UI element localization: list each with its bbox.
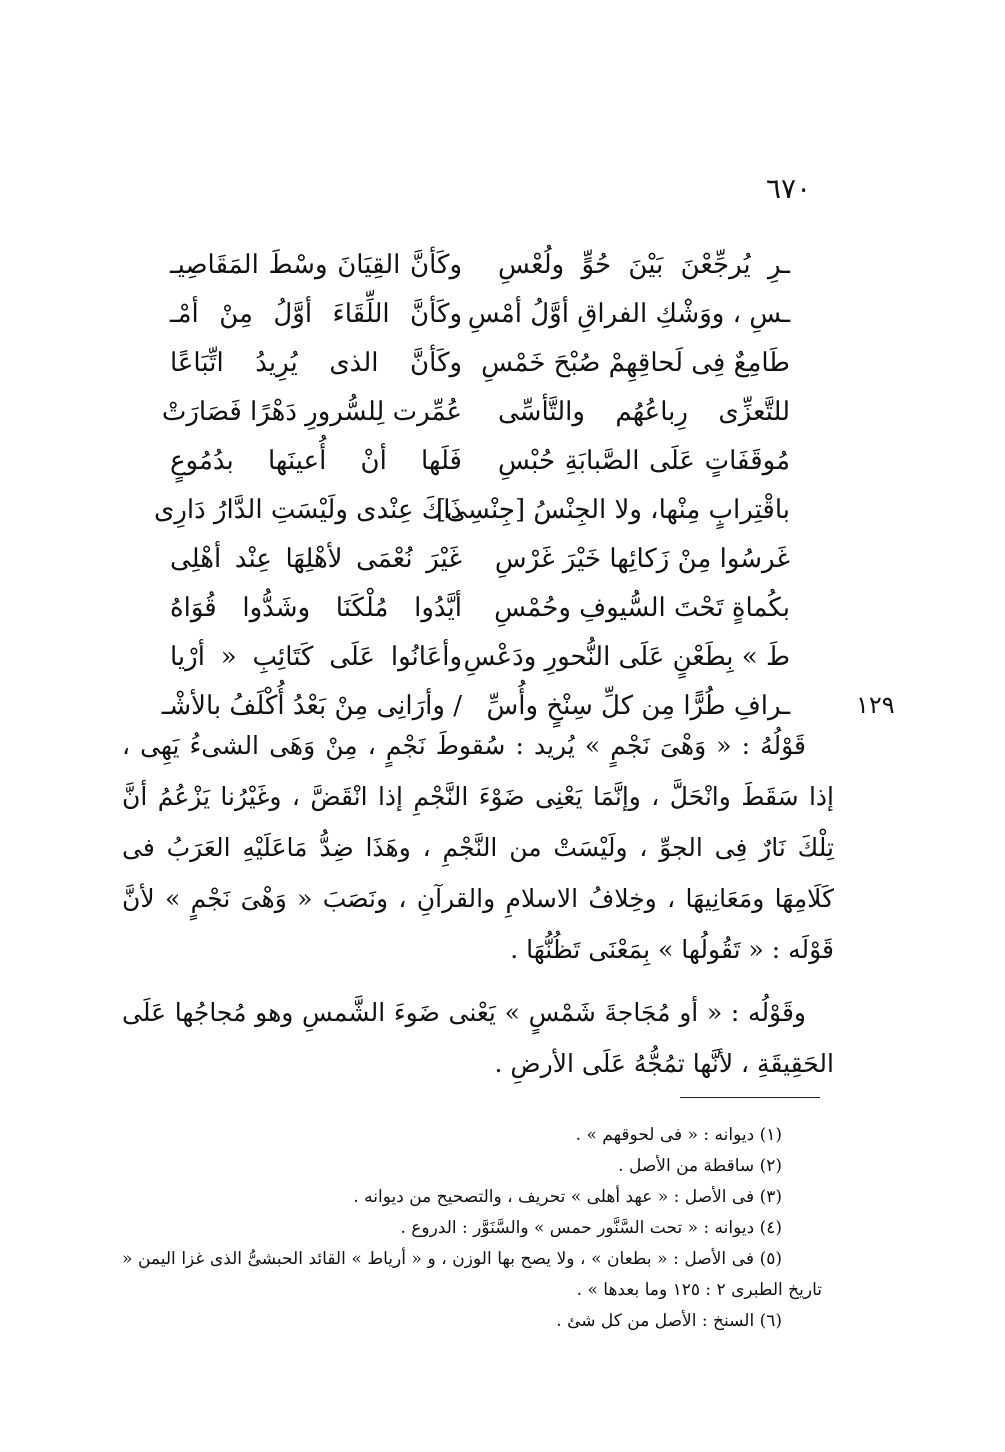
footnote-divider: [680, 1097, 820, 1098]
verse-second-hemistich: غَرسُوا مِنْ زَكائِها خَيْرَ غَرْسِ: [494, 543, 790, 574]
verse-first-hemistich: ذَاكَ عِنْدى ولَيْسَتِ الدَّارُ دَارِى: [154, 494, 462, 525]
verse-second-hemistich: مُوقَفَاتٍ عَلَى الصَّبابَةِ حُبْسِ: [498, 445, 790, 476]
verse-line: [170, 289, 790, 338]
footnote: (٢) ساقطة من الأصل .: [618, 1156, 782, 1176]
verse-line: [170, 632, 790, 681]
footnote: (٥) فى الأصل : « بطعان » ، ولا يصح بها الوزن ، و « أرياط » القائد الحبشىُّ الذى غزا اليمن « تاريخ الطبرى ٢ : ١٢٥ وما بعدها » .: [122, 1249, 822, 1300]
verse-line: [170, 583, 790, 632]
margin-page-reference: ١٢٩: [856, 691, 895, 719]
page-number: ٦٧٠: [766, 172, 812, 205]
verse-second-hemistich: ـسِ ، ووَشْكِ الفراقِ أوَّلُ أمْسِ: [467, 298, 790, 329]
verse-first-hemistich: وكَأنَّ الذى يُرِيدُ اتِّبَاعًا: [170, 347, 462, 378]
footnote: (١) ديوانه : « فى لحوقهم » .: [575, 1125, 782, 1145]
verse-first-hemistich: غَيْرَ نُعْمَى لأهْلِهَا عِنْد أهْلِى: [170, 543, 462, 574]
poem: [154, 240, 790, 730]
verse-second-hemistich: ـرافِ طُرًّا مِن كلِّ سِنْخٍ وأُسِّ: [486, 690, 790, 721]
footnotes: [122, 1120, 822, 1337]
verse-second-hemistich: للتَّعزِّى رِباعُهُم والتَّأسِّى: [498, 396, 790, 427]
verse-first-hemistich: أيَّدُوا مُلْكَنَا وشَدُّوا قُوَاهُ: [170, 592, 462, 623]
verse-second-hemistich: طَ » بِطَعْنٍ عَلَى النُّحورِ ودَعْسِ: [463, 641, 790, 672]
verse-line: [170, 338, 790, 387]
footnote: (٤) ديوانه : « تحت السَّنَّور حمس » والسَّنَوَّر : الدروع .: [400, 1218, 782, 1238]
verse-first-hemistich: فَلَها أنْ أُعينَها بدُمُوعٍ: [170, 445, 462, 476]
verse-first-hemistich: وكَأنَّ اللِّقَاءَ أوَّلُ مِنْ أمْـ: [170, 298, 462, 329]
verse-first-hemistich: وكَأنَّ القِيَانَ وسْطَ المَقَاصِيـ: [170, 249, 462, 280]
verse-second-hemistich: باقْتِرابٍ مِنْها، ولا الجِنْسُ [جِنْسِى]: [436, 494, 790, 525]
verse-second-hemistich: طَامِعٌ فِى لَحاقِهِمْ صُبْحَ خَمْسِ: [481, 347, 790, 378]
footnote: (٣) فى الأصل : « عهد أهلى » تحريف ، والتصحيح من ديوانه .: [353, 1187, 782, 1207]
commentary: [122, 720, 834, 1089]
verse-first-hemistich: وأعَانُوا عَلَى كَتَائِبِ « أرْيا: [170, 641, 462, 672]
verse-line: [161, 387, 790, 436]
verse-second-hemistich: بكُماةٍ تَحْتَ السُّيوفِ وحُمْسِ: [494, 592, 790, 623]
footnote: (٦) السنخ : الأصل من كل شئ .: [556, 1311, 782, 1331]
verse-line: [170, 534, 790, 583]
verse-second-hemistich: ـرِ يُرجِّعْنَ بَيْنَ حُوٍّ ولُعْسِ: [498, 249, 790, 280]
verse-first-hemistich: عُمِّرت لِلسُّرورِ دَهْرًا فَصَارَتْ: [161, 396, 462, 427]
commentary-paragraph: وقَوْلُه : « أو مُجَاجةَ شَمْسٍ » يَعْنى ضَوءَ الشَّمسِ وهو مُجاجُها عَلَى الحَقِيقَةِ ، لأنَّها تمُجُّهُ عَلَى الأرضِ .: [122, 998, 834, 1078]
verse-line: [170, 436, 790, 485]
verse-line: [154, 485, 790, 534]
verse-line: [170, 240, 790, 289]
commentary-paragraph: قَوْلُهُ : « وَهْىَ نَجْمٍ » يُريد : سُقوطَ نَجْمٍ ، مِنْ وَهَى الشىءُ يَهِى ، إذا سَقَطَ وانْحَلَّ ، وإنَّمَا يَعْنِى ضَوْءَ النَّجْمِ إذا انْقَضَّ ، وغَيْرُنا يَزْعُمُ أنَّ تِلْكَ نَارٌ فِى الجوِّ ، ولَيْسَتْ من النَّجْمِ ، وهَذَا ضِدُّ مَاعَلَيْهِ العَرَبُ فى كَلَامِهَا ومَعَانِيهَا ، وخِلافُ الاسلامِ والقرآنِ ، ونَصَبَ « وَهْىَ نَجْمٍ » لأنَّ قَوْلَه : « تَقُولُها » بِمَعْنَى تَظُنُّهَا .: [122, 731, 834, 964]
verse-first-hemistich: / وأرَانِى مِنْ بَعْدُ أُكْلَفُ بالأشْـ: [161, 690, 462, 721]
